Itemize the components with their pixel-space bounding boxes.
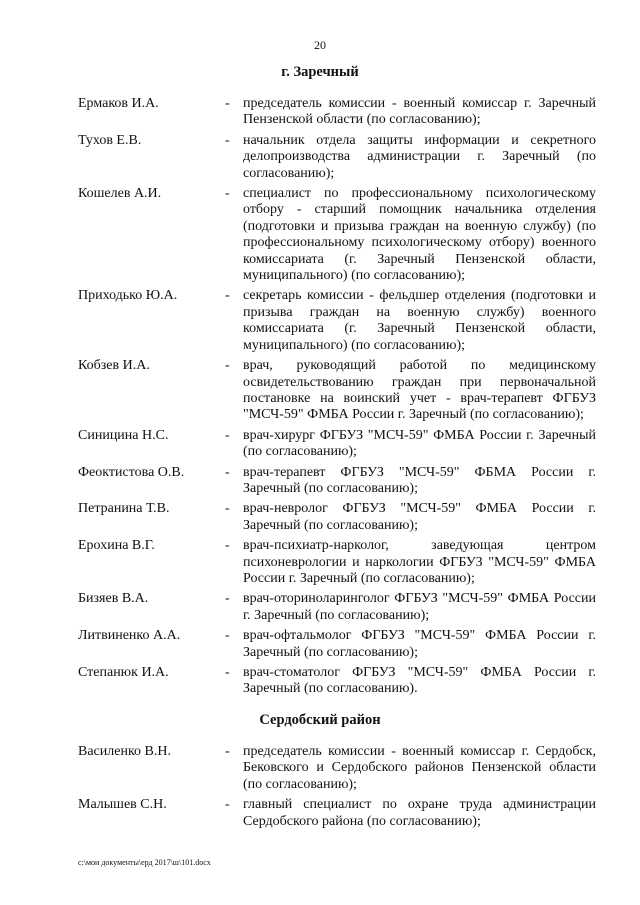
member-name: Кобзев И.А. [78, 358, 150, 374]
list-item [78, 628, 598, 661]
roster-serdobsky [78, 744, 598, 830]
dash: - [225, 96, 230, 111]
member-role: врач-офтальмолог ФГБУЗ "МСЧ-59" ФМБА России г. Заречный (по согласованию); [243, 628, 596, 660]
dash: - [225, 501, 230, 517]
member-role: председатель комиссии - военный комиссар г. Заречный Пензенской области (по согласованию); [243, 96, 596, 128]
roster-zarechny [78, 96, 598, 698]
member-role: врач, руководящий работой по медицинскому освидетельствованию граждан при первоначальной постановке на воинский учет - врач-терапевт ФГБУЗ "МСЧ-59" ФМБА России г. Заречный (по согласованию); [243, 358, 596, 423]
member-role: специалист по профессиональному психологическому отбору - старший помощник начальника отделения (подготовки и призыва граждан на военную службу) (по профессиональному психологическому отбору) военного комиссариата (г. Заречный Пензенской области, муниципального) (по согласованию); [243, 186, 596, 284]
list-item [78, 744, 598, 793]
list-item [78, 538, 598, 587]
dash: - [225, 591, 230, 607]
dash: - [225, 358, 230, 374]
list-item [78, 465, 598, 498]
member-role: врач-психиатр-нарколог, заведующая центром психоневрологии и наркологии ФГБУЗ "МСЧ-59" ФМБА России г. Заречный (по согласованию); [243, 538, 596, 586]
list-item [78, 591, 598, 624]
member-name: Ерохина В.Г. [78, 538, 155, 554]
member-role: врач-оториноларинголог ФГБУЗ "МСЧ-59" ФМБА России г. Заречный (по согласованию); [243, 591, 596, 623]
list-item [78, 288, 598, 354]
member-name: Феоктистова О.В. [78, 464, 185, 480]
member-role: начальник отдела защиты информации и секретного делопроизводства администрации г. Заречный (по согласованию); [243, 132, 596, 181]
dash: - [225, 744, 230, 759]
dash: - [225, 665, 230, 680]
list-item [78, 797, 598, 830]
dash: - [225, 288, 230, 304]
section-heading-zarechny: г. Заречный [281, 64, 359, 80]
member-name: Тухов Е.В. [78, 132, 142, 148]
dash: - [225, 628, 230, 644]
member-name: Ермаков И.А. [78, 96, 159, 111]
list-item [78, 501, 598, 534]
list-item [78, 665, 598, 698]
dash: - [225, 464, 230, 480]
member-name: Синицина Н.С. [78, 427, 169, 443]
page-number: 20 [314, 38, 326, 52]
member-name: Литвиненко А.А. [78, 628, 181, 644]
list-item [78, 186, 598, 284]
member-name: Степанюк И.А. [78, 665, 169, 680]
member-name: Василенко В.Н. [78, 744, 171, 759]
member-name: Малышев С.Н. [78, 797, 167, 813]
section-heading-serdobsky: Сердобский район [259, 712, 381, 728]
member-role: врач-невролог ФГБУЗ "МСЧ-59" ФМБА России г. Заречный (по согласованию); [243, 501, 596, 533]
member-role: секретарь комиссии - фельдшер отделения (подготовки и призыва граждан на военную службу) военного комиссариата (г. Заречный Пензенской области, муниципального) (по согласованию); [243, 288, 596, 353]
member-name: Кошелев А.И. [78, 186, 162, 202]
dash: - [225, 132, 230, 148]
member-role: врач-терапевт ФГБУЗ "МСЧ-59" ФБМА России г. Заречный (по согласованию); [243, 464, 596, 496]
list-item [78, 96, 598, 129]
dash: - [225, 427, 230, 443]
member-role: председатель комиссии - военный комиссар г. Сердобск, Бековского и Сердобского районов Пензенской области (по согласованию); [243, 744, 596, 792]
member-role: врач-хирург ФГБУЗ "МСЧ-59" ФМБА России г. Заречный (по согласованию); [243, 427, 596, 460]
list-item [78, 358, 598, 424]
member-name: Петранина Т.В. [78, 501, 170, 517]
dash: - [225, 797, 230, 813]
dash: - [225, 186, 230, 202]
member-name: Приходько Ю.А. [78, 288, 178, 304]
list-item [78, 133, 598, 182]
member-name: Бизяев В.А. [78, 591, 149, 607]
member-role: главный специалист по охране труда администрации Сердобского района (по согласованию); [243, 797, 596, 829]
dash: - [225, 538, 230, 554]
member-role: врач-стоматолог ФГБУЗ "МСЧ-59" ФМБА России г. Заречный (по согласованию). [243, 665, 596, 697]
footer-file-path: c:\мои документы\ерд 2017\ш\101.docx [78, 858, 211, 867]
list-item [78, 428, 598, 461]
